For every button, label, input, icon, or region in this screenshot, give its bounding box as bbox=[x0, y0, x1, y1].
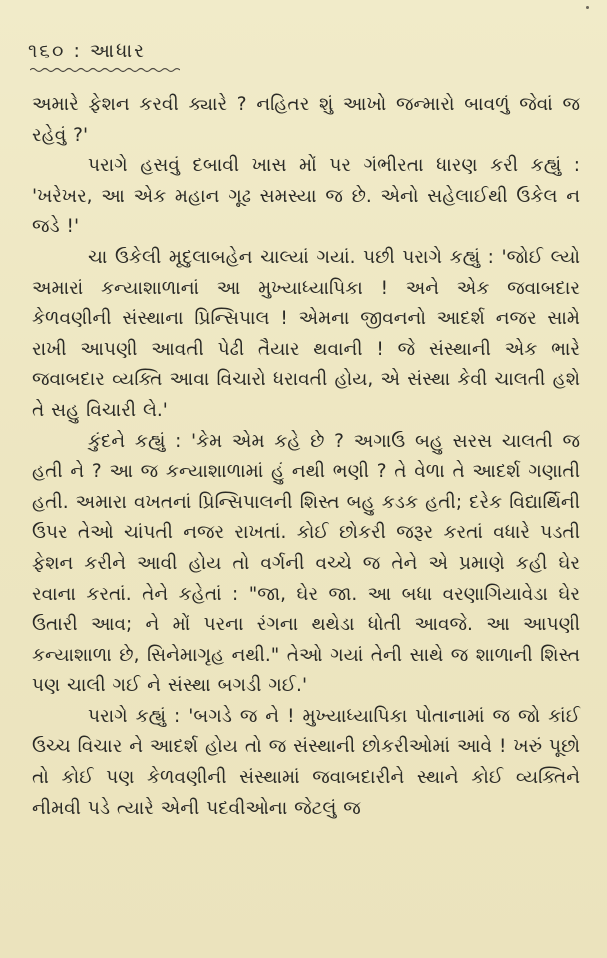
body-text bbox=[32, 90, 580, 824]
paragraph-2: પરાગે હસવું દબાવી ખાસ મોં પર ગંભીરતા ધારણ કરી કહ્યું : 'ખરેખર, આ એક મહાન ગૂઢ સમસ્યા જ છે. એનો સહેલાઈથી ઉકેલ ન જડે !' bbox=[32, 155, 580, 238]
print-speck bbox=[586, 6, 589, 9]
chapter-title: આધાર bbox=[89, 40, 146, 62]
header-wavy-rule bbox=[30, 67, 180, 73]
running-header bbox=[28, 40, 146, 62]
page-number: ૧૬૦ bbox=[28, 40, 66, 62]
paragraph-3: ચા ઉકેલી મૃદુલાબહેન ચાલ્યાં ગયાં. પછી પરાગે કહ્યું : 'જોઈ લ્યો અમારાં કન્યાશાળાનાં આ મુખ્યાધ્યાપિકા ! અને એક જવાબદાર કેળવણીની સંસ્થાના પ્રિન્સિપાલ ! એમના જીવનનો આદર્શ નજર સામે રાખી આપણી આવતી પેઢી તૈયાર થવાની ! જે સંસ્થાની એક ભારે જવાબદાર વ્યક્તિ આવા વિચારો ધરાવતી હોય, એ સંસ્થા કેવી ચાલતી હશે તે સહુ વિચારી લે.' bbox=[32, 246, 580, 421]
paragraph-5: પરાગે કહ્યું : 'બગડે જ ને ! મુખ્યાધ્યાપિકા પોતાનામાં જ જો કાંઈ ઉચ્ચ વિચાર ને આદર્શ હોય તો જ સંસ્થાની છોકરીઓમાં આવે ! ખરું પૂછો તો કોઈ પણ કેળવણીની સંસ્થામાં જવાબદારીને સ્થાને કોઈ વ્યક્તિને નીમવી પડે ત્યારે એની પદવીઓના જેટલું જ bbox=[32, 705, 580, 819]
header-separator: : bbox=[73, 40, 82, 62]
paragraph-4: કુંદને કહ્યું : 'કેમ એમ કહે છે ? અગાઉ બહુ સરસ ચાલતી જ હતી ને ? આ જ કન્યાશાળામાં હું નથી ભણી ? તે વેળા તે આદર્શ ગણાતી હતી. અમારા વખતનાં પ્રિન્સિપાલની શિસ્ત બહુ કડક હતી; દરેક વિદ્યાર્થિની ઉપર તેઓ ચાંપતી નજર રાખતાં. કોઈ છોકરી જરૂર કરતાં વધારે પડતી ફેશન કરીને આવી હોય તો વર્ગની વચ્ચે જ તેને એ પ્રમાણે કહી ઘેર રવાના કરતાં. તેને કહેતાં : "જા, ઘેર જા. આ બધા વરણાગિયાવેડા ઘેર ઉતારી આવ; ને મોં પરના રંગના થથેડા ધોતી આવજે. આ આપણી કન્યાશાળા છે, સિનેમાગૃહ નથી." તેઓ ગયાં તેની સાથે જ શાળાની શિસ્ત પણ ચાલી ગઈ ને સંસ્થા બગડી ગઈ.' bbox=[32, 430, 580, 697]
paragraph-1: અમારે ફેશન કરવી ક્યારે ? નહિતર શું આખો જન્મારો બાવળું જેવાં જ રહેવું ?' bbox=[32, 94, 580, 146]
